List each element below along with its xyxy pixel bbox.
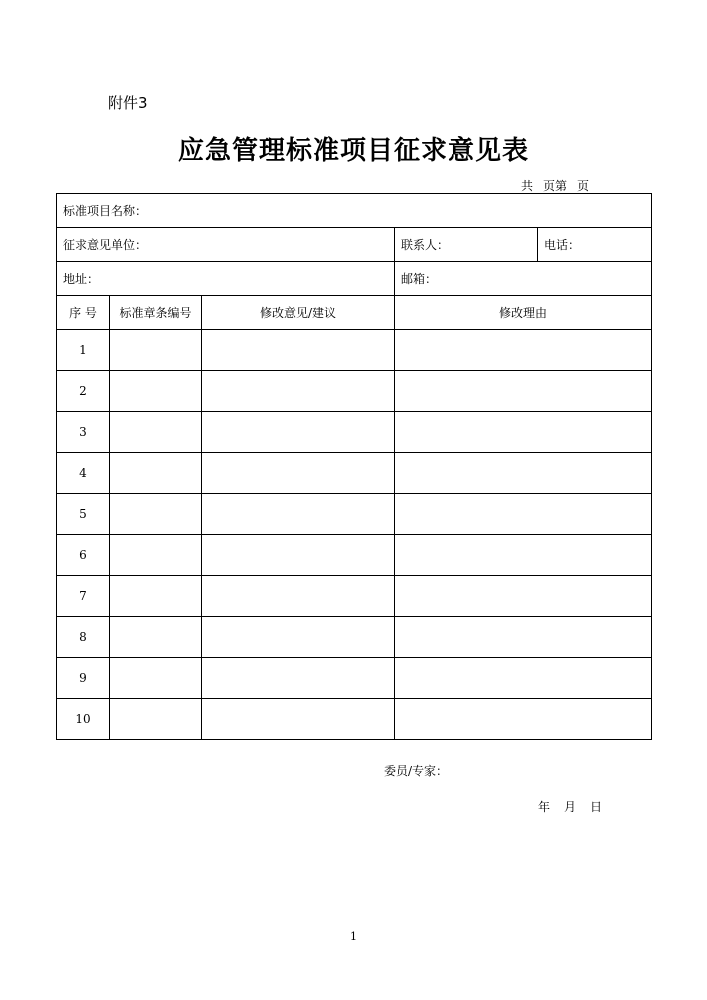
table-row: [57, 412, 652, 453]
phone-field[interactable]: 电话：: [538, 228, 652, 262]
row-seq: 1: [57, 330, 110, 371]
suggestion-cell[interactable]: [202, 658, 395, 699]
date-year: 年: [538, 800, 551, 814]
reason-cell[interactable]: [395, 699, 652, 740]
date-month: 月: [564, 800, 577, 814]
attachment-label: 附件3: [108, 94, 148, 112]
suggestion-cell[interactable]: [202, 453, 395, 494]
clause-number-cell[interactable]: [110, 535, 202, 576]
suggestion-cell[interactable]: [202, 412, 395, 453]
date-day: 日: [590, 800, 603, 814]
table-row: [57, 535, 652, 576]
row-seq: 5: [57, 494, 110, 535]
reason-cell[interactable]: [395, 494, 652, 535]
reason-cell[interactable]: [395, 617, 652, 658]
clause-number-cell[interactable]: [110, 617, 202, 658]
clause-number-cell[interactable]: [110, 699, 202, 740]
header-seq: 序 号: [57, 296, 110, 330]
clause-number-cell[interactable]: [110, 453, 202, 494]
row-seq: 10: [57, 699, 110, 740]
row-seq: 9: [57, 658, 110, 699]
email-field[interactable]: 邮箱：: [395, 262, 652, 296]
clause-number-cell[interactable]: [110, 494, 202, 535]
page-title: 应急管理标准项目征求意见表: [177, 136, 529, 166]
table-row: [57, 330, 652, 371]
suggestion-cell[interactable]: [202, 617, 395, 658]
table-row: [57, 371, 652, 412]
row-seq: 7: [57, 576, 110, 617]
committee-signature-label: 委员/专家：: [384, 764, 449, 778]
address-email-row: [57, 262, 652, 296]
reason-cell[interactable]: [395, 576, 652, 617]
suggestion-cell[interactable]: [202, 699, 395, 740]
table-row: [57, 494, 652, 535]
row-seq: 2: [57, 371, 110, 412]
table-row: [57, 699, 652, 740]
table-row: [57, 617, 652, 658]
reason-cell[interactable]: [395, 453, 652, 494]
row-seq: 4: [57, 453, 110, 494]
address-field[interactable]: 地址：: [57, 262, 395, 296]
project-name-field[interactable]: 标准项目名称：: [57, 194, 652, 228]
page-info-page: 页: [577, 179, 590, 193]
contact-field[interactable]: 联系人：: [395, 228, 538, 262]
table-row: [57, 658, 652, 699]
project-name-row: [57, 194, 652, 228]
row-seq: 8: [57, 617, 110, 658]
suggestion-cell[interactable]: [202, 576, 395, 617]
suggestion-cell[interactable]: [202, 330, 395, 371]
clause-number-cell[interactable]: [110, 371, 202, 412]
table-row: [57, 453, 652, 494]
table-row: [57, 576, 652, 617]
reason-cell[interactable]: [395, 330, 652, 371]
clause-number-cell[interactable]: [110, 412, 202, 453]
suggestion-cell[interactable]: [202, 371, 395, 412]
page-info-page-unit: 页第: [543, 179, 568, 193]
reason-cell[interactable]: [395, 535, 652, 576]
clause-number-cell[interactable]: [110, 576, 202, 617]
signature-date: [538, 798, 616, 815]
page-number: 1: [350, 930, 357, 943]
row-seq: 3: [57, 412, 110, 453]
header-reason: 修改理由: [395, 296, 652, 330]
header-suggestion: 修改意见/建议: [202, 296, 395, 330]
unit-contact-row: [57, 228, 652, 262]
page-info: [521, 177, 599, 194]
clause-number-cell[interactable]: [110, 330, 202, 371]
reason-cell[interactable]: [395, 412, 652, 453]
suggestion-cell[interactable]: [202, 494, 395, 535]
opinion-form-table: [56, 193, 652, 740]
unit-field[interactable]: 征求意见单位：: [57, 228, 395, 262]
suggestion-cell[interactable]: [202, 535, 395, 576]
row-seq: 6: [57, 535, 110, 576]
clause-number-cell[interactable]: [110, 658, 202, 699]
header-clause-number: 标准章条编号: [110, 296, 202, 330]
reason-cell[interactable]: [395, 658, 652, 699]
page-info-total: 共: [521, 179, 534, 193]
reason-cell[interactable]: [395, 371, 652, 412]
table-header-row: [57, 296, 652, 330]
